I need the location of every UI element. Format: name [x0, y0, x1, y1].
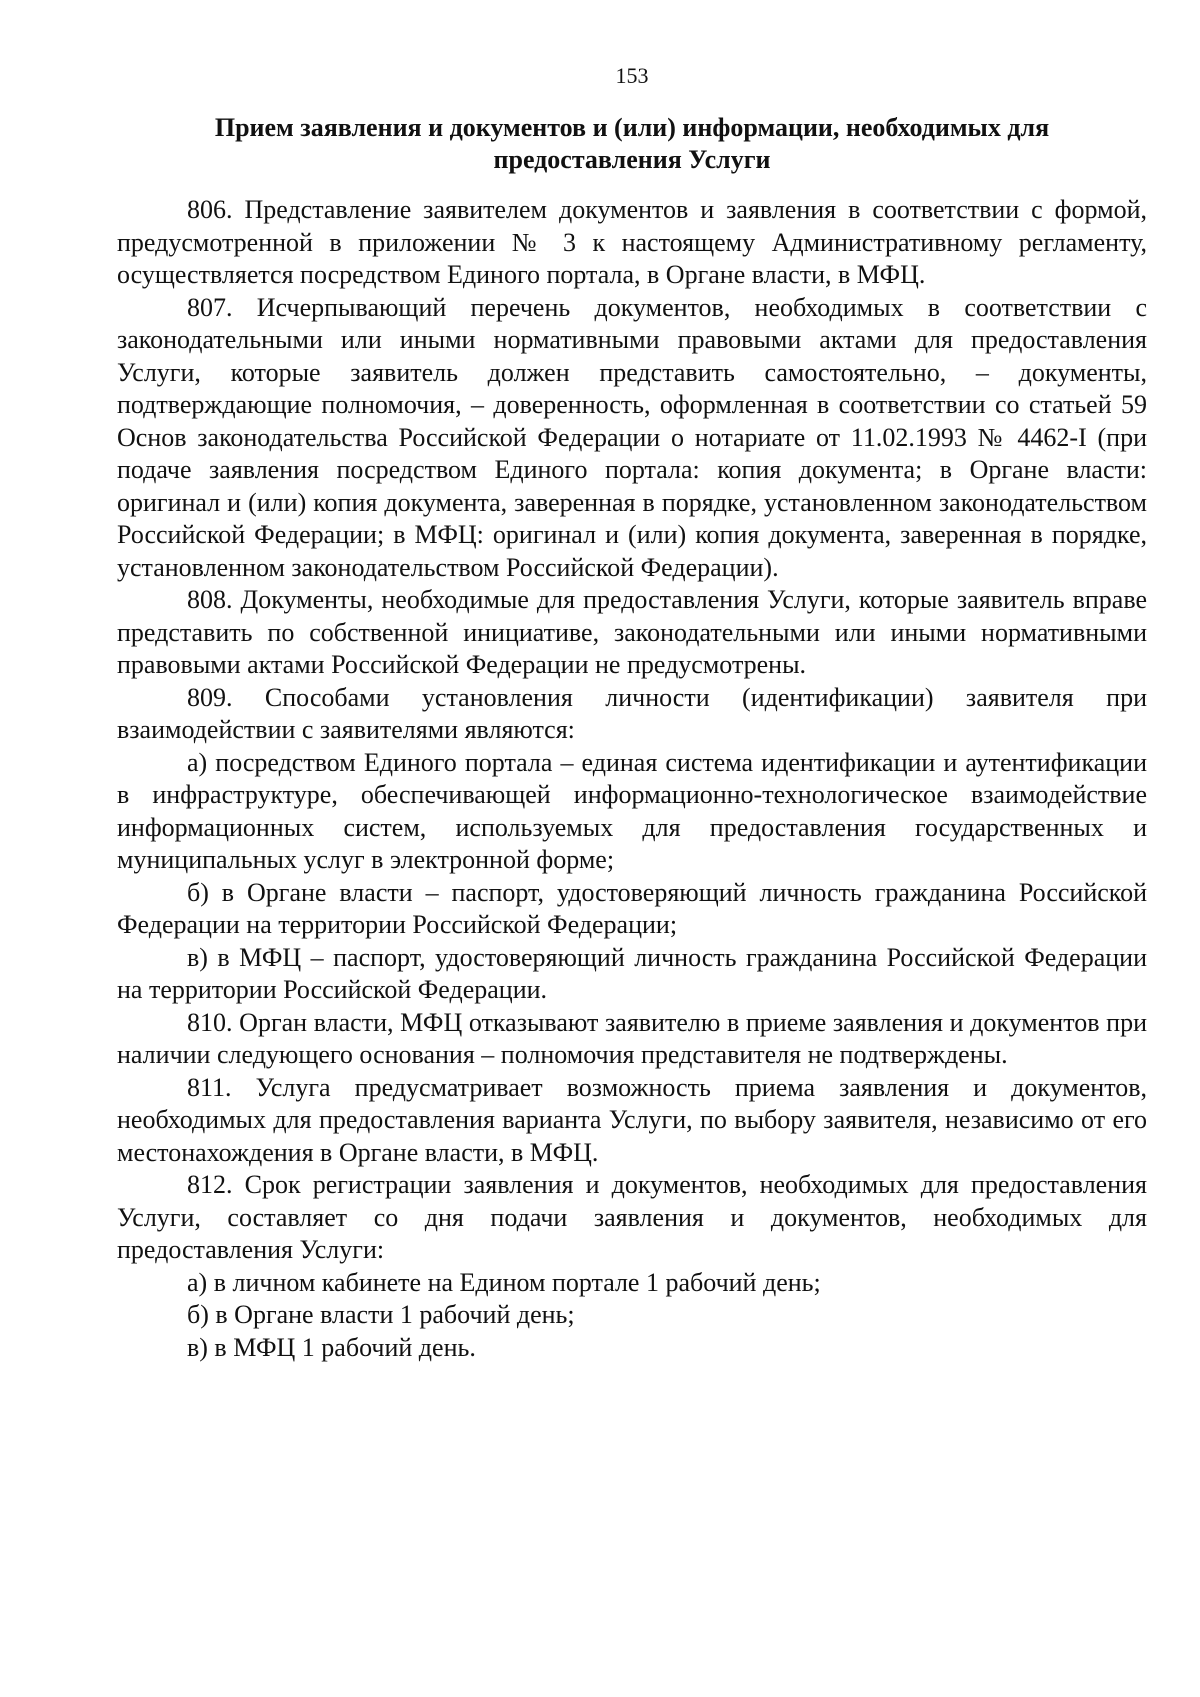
- paragraph-811: 811. Услуга предусматривает возможность приема заявления и документов, необходимых для предоставления варианта Услуги, по выбору заявителя, независимо от его местонахождения в Органе власти, в МФЦ.: [117, 1072, 1147, 1167]
- paragraph-812-a: а) в личном кабинете на Едином портале 1 рабочий день;: [187, 1267, 821, 1297]
- paragraph-806: 806. Представление заявителем документов и заявления в соответствии с формой, предусмотренной в приложении № 3 к настоящему Административному регламенту, осуществляется посредством Единого портала, в Органе власти, в МФЦ.: [117, 195, 1147, 289]
- page-number: 153: [615, 63, 649, 88]
- paragraph-812-v: в) в МФЦ 1 рабочий день.: [187, 1332, 476, 1362]
- paragraph-807: 807. Исчерпывающий перечень документов, необходимых в соответствии с законодательными или иными нормативными правовыми актами для предоставления Услуги, которые заявитель должен представить самостоятельно, – документы, подтверждающие полномочия, – доверенность, оформленная в соответствии со статьей 59 Основ законодательства Российской Федерации о нотариате от 11.02.1993 № 4462-I (при подаче заявления посредством Единого портала: копия документа; в Органе власти: оригинал и (или) копия документа, заверенная в порядке, установленном законодательством Российской Федерации; в МФЦ: оригинал и (или) копия документа, заверенная в порядке, установленном законодательством Российской Федерации).: [117, 292, 1147, 582]
- paragraph-809-b: б) в Органе власти – паспорт, удостоверяющий личность гражданина Российской Федерации на территории Российской Федерации;: [117, 877, 1147, 939]
- paragraph-809-v: в) в МФЦ – паспорт, удостоверяющий личность гражданина Российской Федерации на территории Российской Федерации.: [117, 942, 1147, 1004]
- section-heading-line-2: предоставления Услуги: [493, 145, 771, 174]
- section-heading-line-1: Прием заявления и документов и (или) информации, необходимых для: [214, 113, 1050, 142]
- paragraph-810: 810. Орган власти, МФЦ отказывают заявителю в приеме заявления и документов при наличии следующего основания – полномочия представителя не подтверждены.: [117, 1007, 1147, 1069]
- paragraph-809: 809. Способами установления личности (идентификации) заявителя при взаимодействии с заявителями являются:: [117, 682, 1147, 744]
- paragraph-812-b: б) в Органе власти 1 рабочий день;: [187, 1300, 575, 1329]
- paragraph-812: 812. Срок регистрации заявления и документов, необходимых для предоставления Услуги, составляет со дня подачи заявления и документов, необходимых для предоставления Услуги:: [117, 1170, 1147, 1264]
- section-heading: [117, 112, 1147, 176]
- document-page: [117, 62, 1147, 1364]
- paragraph-808: 808. Документы, необходимые для предоставления Услуги, которые заявитель вправе представить по собственной инициативе, законодательными или иными нормативными правовыми актами Российской Федерации не предусмотрены.: [117, 585, 1147, 679]
- paragraph-809-a: а) посредством Единого портала – единая система идентификации и аутентификации в инфраструктуре, обеспечивающей информационно-технологическое взаимодействие информационных систем, используемых для предоставления государственных и муниципальных услуг в электронной форме;: [117, 747, 1147, 874]
